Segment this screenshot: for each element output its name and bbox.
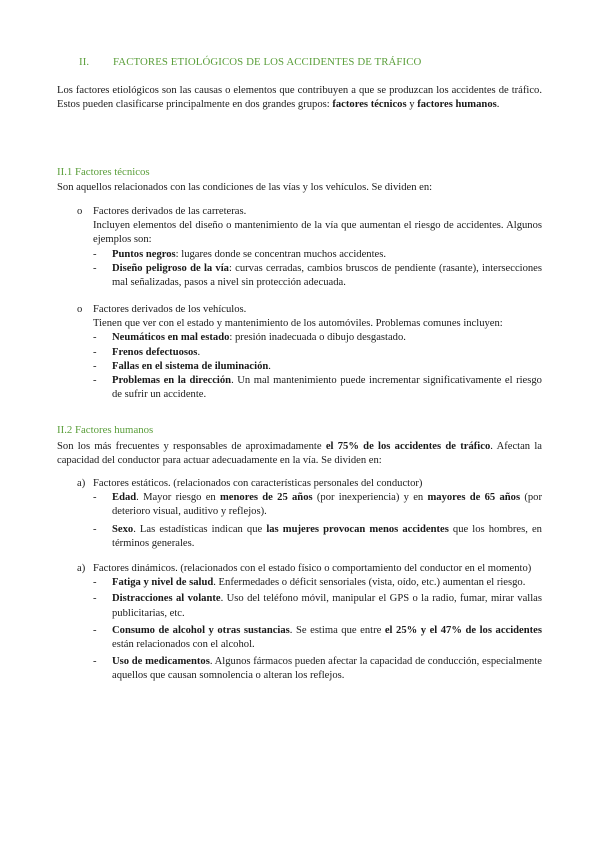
intro-text-mid: y xyxy=(406,99,418,111)
dash-marker: - xyxy=(93,346,97,358)
item-description: Incluyen elementos del diseño o mantenimiento de la vía que aumentan el riesgo de accidentes. Algunos ejemplos son: xyxy=(93,220,542,246)
static-factor-block xyxy=(57,477,542,551)
item-title: Factores derivados de las carreteras. xyxy=(93,206,247,217)
dash-marker: - xyxy=(93,248,97,260)
dash-marker: - xyxy=(93,262,97,274)
bold-term: Distracciones al volante xyxy=(112,593,221,605)
dash-marker: - xyxy=(93,375,97,387)
bold-term: Neumáticos en mal estado xyxy=(112,332,230,344)
bold-term: Problemas en la dirección xyxy=(112,375,232,387)
dash-marker: - xyxy=(93,523,97,535)
dash-marker: - xyxy=(93,624,97,636)
item-description: Tienen que ver con el estado y mantenimiento de los automóviles. Problemas comunes incluyen: xyxy=(93,318,503,330)
bullet-circle-icon: o xyxy=(77,206,83,217)
vehicles-factor-block xyxy=(57,303,542,402)
sub-list-item xyxy=(57,360,542,374)
term-text: . Algunos fármacos pueden afectar la capacidad de conducción, especialmente aquellos que causan somnolencia o alteran los reflejos. xyxy=(112,656,542,682)
roads-factor-block xyxy=(57,205,542,290)
dash-marker: - xyxy=(93,360,97,372)
intro-bold-technical: factores técnicos xyxy=(332,99,407,111)
dash-marker: - xyxy=(93,593,97,605)
sub-list-item xyxy=(57,331,542,345)
term-text: : curvas cerradas, cambios bruscos de pendiente (rasante), intersecciones mal señalizadas, pasos a nivel sin protección adecuada. xyxy=(112,262,543,289)
section-number: II. xyxy=(79,56,90,68)
bold-term: Fallas en el sistema de iluminación xyxy=(112,360,269,372)
item-title: Factores dinámicos. (relacionados con el estado físico o comportamiento del conductor en el momento) xyxy=(93,563,532,574)
term-text: . Se estima que entre xyxy=(289,624,385,636)
bold-term: Uso de medicamentos xyxy=(112,656,210,668)
sub-list-item xyxy=(57,248,542,262)
dynamic-factor-block xyxy=(57,562,542,684)
term-text: . Las estadísticas indican que xyxy=(133,523,267,535)
term-text: . Mayor riesgo en xyxy=(136,492,220,504)
item-title: Factores estáticos. (relacionados con características personales del conductor) xyxy=(93,478,423,489)
list-letter: a) xyxy=(77,563,86,574)
term-text: : lugares donde se concentran muchos accidentes. xyxy=(175,248,386,260)
term-text: . xyxy=(197,346,201,358)
bullet-circle-icon: o xyxy=(77,304,83,315)
bold-term: el 25% y el 47% de los accidentes xyxy=(384,624,542,636)
dash-marker: - xyxy=(93,577,97,589)
section-title: FACTORES ETIOLÓGICOS DE LOS ACCIDENTES DE TRÁFICO xyxy=(113,56,422,68)
intro-text: Los factores etiológicos son las causas o elementos que contribuyen a que se produzcan los accidentes de tráfico. Estos pueden clasificarse principalmente en dos grandes grupos: xyxy=(57,85,542,111)
bold-term: las mujeres provocan menos accidentes xyxy=(266,523,449,535)
sub-list-item xyxy=(57,262,542,290)
term-text: que los hombres, en términos generales. xyxy=(112,523,542,549)
technical-lead: Son aquellos relacionados con las condiciones de las vías y los vehículos. Se dividen en: xyxy=(57,182,433,193)
sub-list-item xyxy=(57,346,542,360)
list-item xyxy=(57,303,542,317)
bold-term: Consumo de alcohol y otras sustancias xyxy=(112,624,290,636)
bold-term: Diseño peligroso de la vía xyxy=(112,262,229,274)
dash-marker: - xyxy=(93,656,97,668)
lead-text-end: . Afectan la capacidad del conductor para actuar adecuadamente en la vía. Se dividen en: xyxy=(57,441,542,467)
intro-bold-human: factores humanos xyxy=(417,99,497,111)
term-text: . Enfermedades o déficit sensoriales (vista, oído, etc.) aumentan el riesgo. xyxy=(213,577,526,589)
bold-term: Edad xyxy=(112,492,137,504)
sub-list-item xyxy=(57,655,542,683)
intro-paragraph xyxy=(57,84,542,112)
term-text: . xyxy=(268,360,271,372)
sub-list-item xyxy=(57,491,542,519)
term-text: . Un mal mantenimiento puede incrementar significativamente el riesgo de sufrir un accidente. xyxy=(112,375,542,401)
list-letter: a) xyxy=(77,478,86,489)
bold-term: Sexo xyxy=(112,523,134,535)
list-item xyxy=(57,562,542,576)
lead-bold: el 75% de los accidentes de tráfico xyxy=(325,441,491,452)
bold-term: Frenos defectuosos xyxy=(112,346,198,358)
bold-term: menores de 25 años xyxy=(219,492,313,504)
sub-list-item xyxy=(57,624,542,652)
section-heading xyxy=(79,55,421,69)
subsection-heading-human: II.2 Factores humanos xyxy=(57,424,154,436)
sub-list-item xyxy=(57,592,542,620)
item-title: Factores derivados de los vehículos. xyxy=(93,304,247,315)
sub-list-item xyxy=(57,523,542,551)
sub-list-item xyxy=(57,576,542,590)
lead-text: Son los más frecuentes y responsables de aproximadamente xyxy=(57,441,326,452)
term-text: : presión inadecuada o dibujo desgastado. xyxy=(229,332,406,344)
human-lead xyxy=(57,440,542,468)
term-text: . Uso del teléfono móvil, manipular el GPS o la radio, fumar, mirar vallas publicitarias, etc. xyxy=(112,593,542,619)
term-text: (por deterioro visual, auditivo y reflejos). xyxy=(112,492,543,518)
term-text: están relacionados con el alcohol. xyxy=(112,639,255,651)
dash-marker: - xyxy=(93,332,97,344)
subsection-heading-technical: II.1 Factores técnicos xyxy=(57,166,150,178)
intro-text-end: . xyxy=(496,99,500,111)
sub-list-item xyxy=(57,374,542,402)
list-item xyxy=(57,477,542,491)
dash-marker: - xyxy=(93,492,97,504)
bold-term: Fatiga y nivel de salud xyxy=(112,577,214,589)
list-item xyxy=(57,205,542,219)
bold-term: mayores de 65 años xyxy=(427,492,521,504)
term-text: (por inexperiencia) y en xyxy=(312,492,428,504)
bold-term: Puntos negros xyxy=(112,248,176,260)
